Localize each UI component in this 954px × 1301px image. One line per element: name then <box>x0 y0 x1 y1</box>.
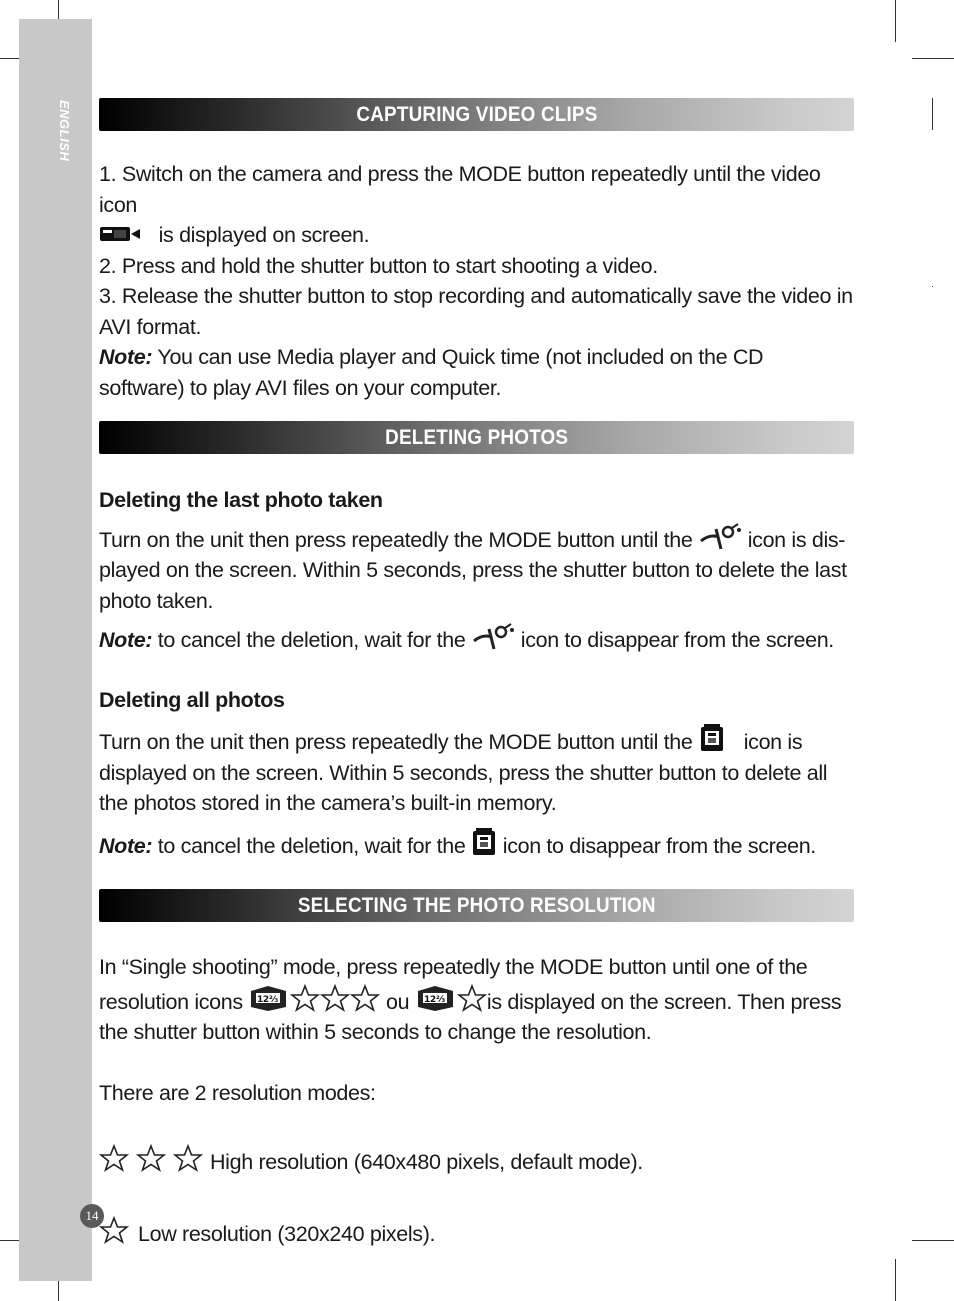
video-note: Note: You can use Media player and Quick time (not included on the CD software) to play AVI files on your computer. <box>99 345 764 400</box>
resolution-low: Low resolution (320x240 pixels). <box>99 1216 854 1250</box>
delete-last-icon <box>471 623 515 651</box>
crop-mark <box>895 0 896 42</box>
video-instructions <box>99 159 854 403</box>
crop-mark <box>912 58 954 59</box>
star-outline-icon <box>350 984 380 1012</box>
section-header-delete <box>99 421 854 454</box>
section-title: SELECTING THE PHOTO RESOLUTION <box>297 893 656 917</box>
delete-all-icon <box>698 722 738 752</box>
delete-last-text: Turn on the unit then press repeatedly the MODE button until the icon is dis-played on the screen. Within 5 seconds, press the shutter button to delete the last photo taken. <box>99 523 854 617</box>
svg-text:12⅔: 12⅔ <box>423 994 445 1005</box>
language-tab <box>57 100 90 180</box>
svg-text:12⅔: 12⅔ <box>257 994 279 1005</box>
delete-instructions <box>99 485 854 861</box>
delete-all-note: Note: to cancel the deletion, wait for the icon to disappear from the screen. <box>99 826 854 862</box>
crop-mark <box>912 1240 954 1241</box>
crop-mark <box>932 98 933 130</box>
note-label: Note: <box>99 833 153 858</box>
resolution-intro: In “Single shooting” mode, press repeatedly the MODE button until one of the resolution icons 12⅔ ou 12⅔ is displayed on the screen. Then press the shutter button within 5 seconds to change the resolution. <box>99 955 842 1044</box>
subheading-delete-all: Deleting all photos <box>99 687 285 712</box>
page-number: 14 <box>80 1204 104 1228</box>
video-camera-icon <box>99 224 143 244</box>
resolution-icon <box>415 983 457 1013</box>
star-outline-icon <box>320 984 350 1012</box>
delete-all-text: Turn on the unit then press repeatedly the MODE button until the icon is displayed on the screen. Within 5 seconds, press the shutter button to delete all the photos stored in the camera’s built-in memory. <box>99 722 854 819</box>
video-step-3: 3. Release the shutter button to stop recording and automatically save the video in AVI format. <box>99 284 853 339</box>
star-outline-icon <box>99 1144 129 1172</box>
section-title: CAPTURING VIDEO CLIPS <box>355 102 598 126</box>
delete-last-note: Note: to cancel the deletion, wait for the icon to disappear from the screen. <box>99 623 854 656</box>
video-step-1: 1. Switch on the camera and press the MODE button repeatedly until the video icon is displayed on screen. <box>99 162 821 247</box>
note-label: Note: <box>99 628 153 652</box>
section-header-video <box>99 98 854 131</box>
delete-last-icon <box>698 523 742 551</box>
crop-mark <box>932 286 933 287</box>
star-outline-icon <box>173 1144 203 1172</box>
page-content <box>99 98 854 1249</box>
crop-mark <box>895 1259 896 1301</box>
star-outline-icon <box>290 984 320 1012</box>
video-step-2: 2. Press and hold the shutter button to start shooting a video. <box>99 253 658 278</box>
subheading-delete-last: Deleting the last photo taken <box>99 488 383 512</box>
resolution-high: High resolution (640x480 pixels, default mode). <box>99 1144 854 1178</box>
section-title: DELETING PHOTOS <box>385 425 568 449</box>
delete-all-icon <box>471 826 497 856</box>
language-label: ENGLISH <box>57 100 72 162</box>
resolution-instructions <box>99 952 854 1249</box>
star-outline-icon <box>99 1216 129 1244</box>
resolution-modes-intro: There are 2 resolution modes: <box>99 1080 376 1105</box>
section-header-resolution <box>99 889 854 922</box>
sidebar <box>19 19 92 1281</box>
star-outline-icon <box>136 1144 166 1172</box>
star-outline-icon <box>457 984 487 1012</box>
note-label: Note: <box>99 345 153 369</box>
resolution-icon <box>248 983 290 1013</box>
